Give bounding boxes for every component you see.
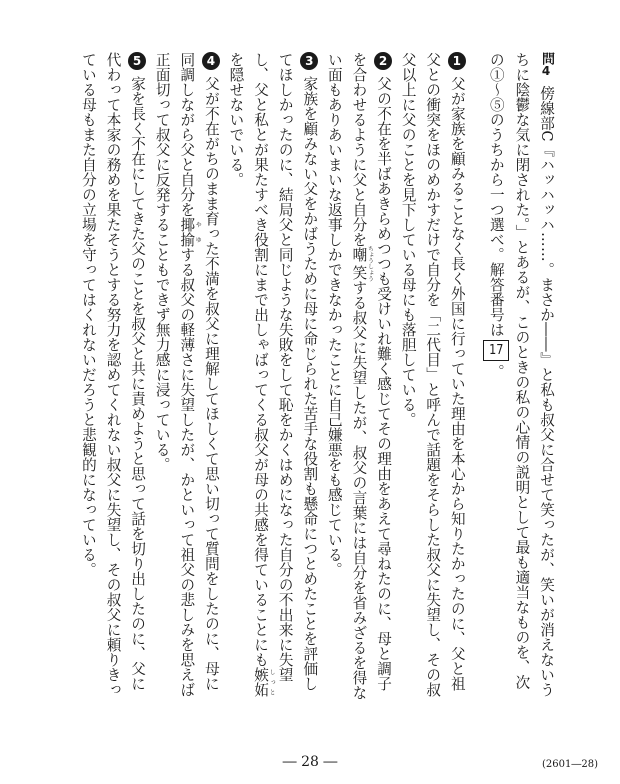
choice-text: 家を長く不在にしてきた父のことを叔父と共に責めようと思って話を切り出したのに、父に代わって本家の務めを果たそうとする努力を認めてくれない叔父に失望し、その叔父に頼りきっている母もまた自分の立場を守ってはくれないだろうと悲観的になっている。 — [79, 52, 147, 697]
choice-marker-3: 3 — [300, 52, 318, 70]
choice-text: 父が家族を顧みることなく長く外国に行っていた理由を本心から知りたかったのに、父と祖父との衝突をほのめかすだけで自分を「二代目」と呼んで話題をそらした叔父に失望し、その叔父以上に父のことを見下している母にも落胆している。 — [399, 52, 466, 697]
choice-marker-4: 4 — [202, 52, 220, 70]
choice-marker-5: 5 — [128, 52, 146, 70]
ruby-word: 嫉妬 しっと — [252, 667, 276, 697]
choice-text: 父が不在がちのまま育った不満を叔父に理解してほしくて思い切って質問をしたのに、母に同調しながら父と自分を揶揄 やゆする叔父の軽薄さに失望したが、かといって祖父の悲しみを思えば正面切って叔父に反発することもできず無力感に浸っている。 — [153, 52, 220, 697]
choice-2 — [321, 52, 395, 702]
page-number: ― 28 ― — [282, 754, 338, 770]
choice-4 — [149, 52, 223, 702]
question-stem-end: 。 — [487, 364, 505, 379]
choice-3 — [223, 52, 321, 702]
question-block — [75, 52, 558, 702]
choice-list — [75, 52, 469, 702]
ruby-word: 嘲笑 ちょうしょう — [350, 245, 374, 282]
choice-marker-1: 1 — [448, 52, 466, 70]
ruby-word: 揶揄 やゆ — [178, 217, 202, 247]
question-stem — [483, 52, 558, 702]
choice-text: 父の不在を半ばあきらめつつも受けいれ難く感じてその理由をあえて尋ねたのに、母と調子を合わせるように父と自分を嘲笑 ちょうしょうする叔父に失望したが、叔父の言葉には自分を省みざるを得ない面もありあいまいな返事しかできなかったことに自己嫌悪をも感じている。 — [325, 52, 393, 700]
choice-1 — [395, 52, 469, 702]
answer-number-box: 17 — [483, 340, 509, 361]
question-label: 問4 — [539, 52, 554, 78]
choice-marker-2: 2 — [374, 52, 392, 70]
page-code: (2601―28) — [542, 759, 598, 770]
question-stem-text: 傍線部C『ハッハッハ……。まさか――』と私も叔父に合せて笑ったが、笑いが消えないうちに陰鬱な気に閉された。」とあるが、このときの私の心情の説明として最も適当なものを、次の①～⑤のうちから一つ選べ。解答番号は — [487, 52, 555, 697]
choice-5 — [75, 52, 149, 702]
question-number: 4 — [541, 65, 551, 78]
choice-text: 家族を顧みない父をかばうために母に命じられた苦手な役割も懸命につとめたことを評価してほしかったのに、結局父と同じような失敗をして恥をかくはめになった自分の不出来に失望し、父と私とが果たすべき役割にまで出しゃばってくる叔父が母の共感を得ていることにも嫉妬 しっとを隠せないでいる。 — [227, 52, 319, 697]
